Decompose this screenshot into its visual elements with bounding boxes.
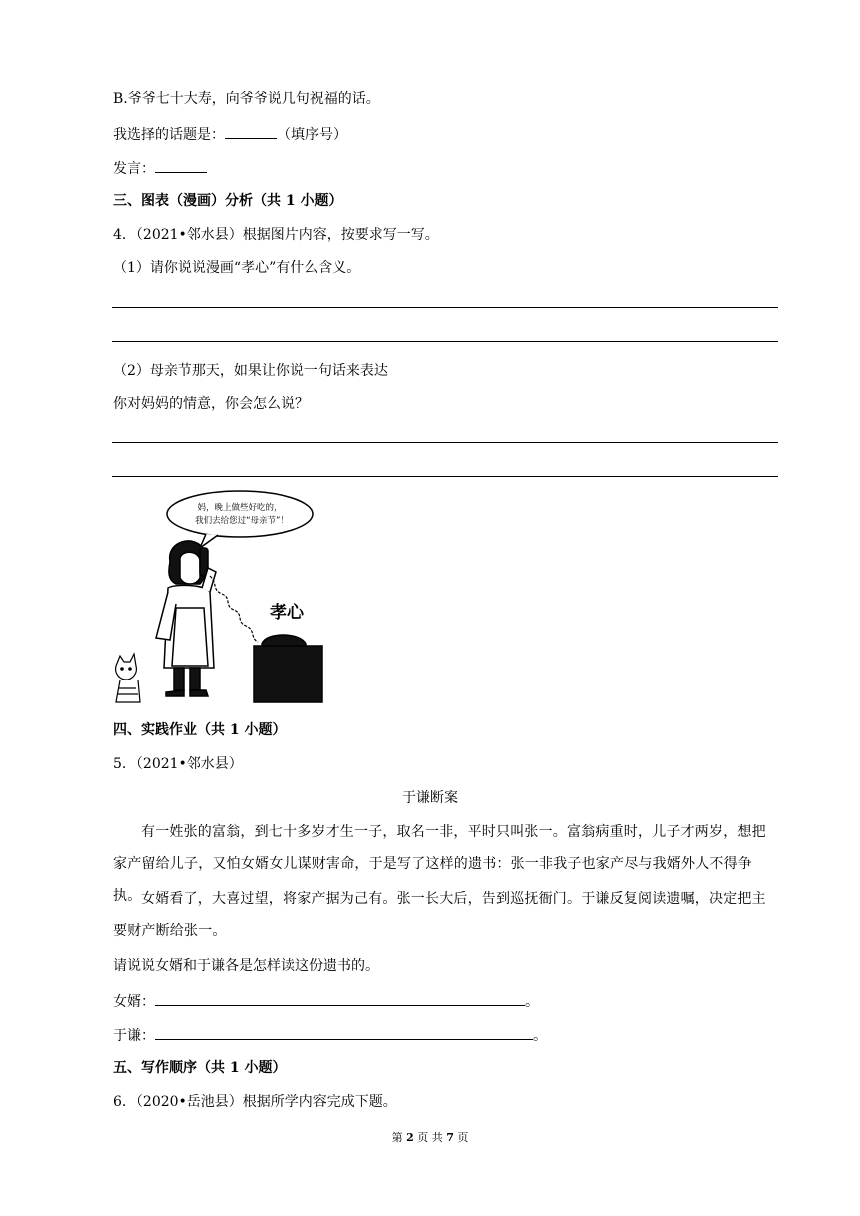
speech-blank[interactable] [155,158,207,173]
story-paragraph-1: 有一姓张的富翁，到七十多岁才生一子，取名一非，平时只叫张一。富翁病重时，儿子才两岁，想把家产留给儿子，又怕女婿女儿谋财害命，于是写了这样的遗书：张一非我子也家产尽与我婿外人不得争执。 [113,824,766,904]
topic-choice-blank[interactable] [225,124,277,139]
footer-text: 页 [453,1131,469,1144]
page-footer [0,1129,860,1145]
bubble-text-2: 我们去给您过“母亲节”！ [195,516,289,526]
current-page: 2 [406,1131,414,1144]
topic-choice-line [113,124,347,144]
topic-choice-hint: （填序号） [277,127,347,143]
period: 。 [525,994,539,1010]
story-paragraph-2: 女婿看了，大喜过望，将家产据为己有。张一长大后，告到巡抚衙门。于谦反复阅读遗嘱，决定把主要财产断给张一。 [113,891,766,939]
story-question: 请说说女婿和于谦各是怎样读这份遗书的。 [113,958,379,974]
story-title: 于谦断案 [402,790,458,806]
footer-text: 页 共 [413,1131,447,1144]
footer-text: 第 [391,1131,407,1144]
bubble-text-1: 妈，晚上做些好吃的， [197,503,283,513]
cartoon-illustration [110,488,325,706]
cartoon-caption: 孝心 [270,603,304,623]
speech-line [113,158,207,178]
question-4-part-2a: （2）母亲节那天，如果让你说一句话来表达 [113,363,388,379]
answer-line[interactable] [112,341,778,342]
section-4-heading: 四、实践作业（共 1 小题） [113,722,287,738]
total-pages: 7 [446,1131,454,1144]
topic-choice-label: 我选择的话题是： [113,127,225,143]
son-in-law-line [113,991,539,1011]
phone-cord [210,576,258,642]
option-b: B.爷爷七十大寿，向爷爷说几句祝福的话。 [113,91,380,107]
yuqian-label: 于谦： [113,1028,155,1044]
cat-figure [116,654,140,702]
question-6: 6．（2020•岳池县）根据所学内容完成下题。 [113,1094,397,1110]
son-in-law-label: 女婿： [113,994,155,1010]
question-4: 4．（2021•邻水县）根据图片内容，按要求写一写。 [113,227,439,243]
telephone-table [254,635,322,702]
question-4-part-1: （1）请你说说漫画“孝心”有什么含义。 [113,260,361,276]
yuqian-blank[interactable] [155,1025,533,1040]
answer-line[interactable] [112,442,778,443]
speech-bubble [167,491,313,537]
period: 。 [533,1028,547,1044]
section-3-heading: 三、图表（漫画）分析（共 1 小题） [113,193,343,209]
question-5: 5．（2021•邻水县） [113,756,243,772]
yuqian-line [113,1025,547,1045]
son-in-law-blank[interactable] [155,991,525,1006]
answer-line[interactable] [112,476,778,477]
question-4-part-2b: 你对妈妈的情意，你会怎么说？ [113,396,309,412]
person-figure [156,541,216,696]
section-5-heading: 五、写作顺序（共 1 小题） [113,1060,287,1076]
speech-label: 发言： [113,161,155,177]
answer-line[interactable] [112,307,778,308]
